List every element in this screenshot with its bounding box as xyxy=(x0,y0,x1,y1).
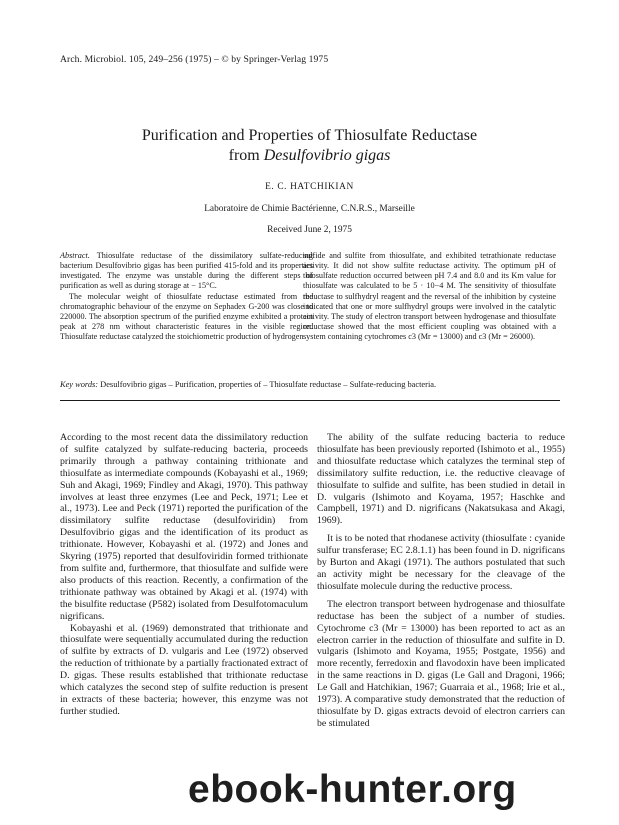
body-paragraph-4: It is to be noted that rhodanese activity (thiosulfate : cyanide sulfur transferase; EC 2.8.1.1) has been found in D. nigrificans by Burton and Akagi (1971). The authors postulated that such an activity might be necessary for the cleavage of the thiosulfate molecule during the reductive process. xyxy=(317,533,565,592)
title-prefix: from xyxy=(228,147,264,164)
section-divider xyxy=(60,400,560,401)
title-organism: Desulfovibrio gigas xyxy=(263,147,391,164)
received-date: Received June 2, 1975 xyxy=(267,225,352,235)
abstract-paragraph-3: sulfide and sulfite from thiosulfate, and exhibited tetrathionate reductase activity. It did not show sulfite reductase activity. The optimum pH of thiosulfate reduction occurred between pH 7.4 and 8.0 and its Km value for thiosulfate was calculated to be 5 · 10−4 M. The sensitivity of thiosulfate reductase to sulfhydryl reagent and the reversal of the inhibition by cysteine indicated that one or more sulfhydryl groups were involved in the catalytic activity. The study of electron transport between hydrogenase and thiosulfate reductase showed that the most efficient coupling was obtained with a system containing cytochromes c3 (Mr = 13000) and c3 (Mr = 26000). xyxy=(303,251,556,342)
body-right-column xyxy=(317,432,565,730)
author-name: E. C. HATCHIKIAN xyxy=(265,182,354,192)
journal-citation: Arch. Microbiol. 105, 249–256 (1975) – © by Springer-Verlag 1975 xyxy=(60,54,329,65)
body-paragraph-1: According to the most recent data the dissimilatory reduction of sulfite catalyzed by sulfate-reducing bacteria, proceeds primarily through a pathway containing trithionate and thiosulfate as intermediate compounds (Kobayashi et al., 1969; Suh and Akagi, 1969; Findley and Akagi, 1970). This pathway involves at least three enzymes (Lee and Peck, 1971; Lee et al., 1973). Lee and Peck (1971) reported the purification of the dissimilatory sulfite reductase (desulfoviridin) from Desulfovibrio gigas and the identification of its product as trithionate. However, Kobayashi et al. (1972) and Jones and Skyring (1975) reported that desulfoviridin formed trithionate from sulfite and, furthermore, that thiosulfate and sulfide were also products of this reaction. Recently, a confirmation of the trithionate pathway was obtained by Akagi et al. (1974) with the bisulfite reductase (P582) isolated from Desulfotomaculum nigrificans. xyxy=(60,432,308,622)
watermark: ebook-hunter.org xyxy=(188,768,517,811)
abstract-right-column xyxy=(303,251,556,342)
keywords-text: Desulfovibrio gigas – Purification, properties of – Thiosulfate reductase – Sulfate-reducing bacteria. xyxy=(98,380,437,389)
body-paragraph-5: The electron transport between hydrogenase and thiosulfate reductase has been the subject of a number of studies. Cytochrome c3 (Mr = 13000) has been reported to act as an electron carrier in the reduction of thiosulfate and sulfite in D. vulgaris (Ishimoto and Koyama, 1955; Postgate, 1956) and more recently, ferredoxin and flavodoxin have been implicated in the same reactions in D. gigas (Le Gall and Dragoni, 1966; Le Gall and Hatchikian, 1967; Guarraia et al., 1968; Irie et al., 1973). A comparative study demonstrated that the reduction of thiosulfate by D. gigas extracts devoid of electron carriers can be stimulated xyxy=(317,598,565,729)
abstract-label: Abstract. xyxy=(60,251,90,260)
keywords xyxy=(60,380,570,389)
abstract-text-1: Thiosulfate reductase of the dissimilatory sulfate-reducing bacterium Desulfovibrio gigas has been purified 415-fold and its properties investigated. The enzyme was unstable during the different steps of purification as well as during storage at − 15°C. xyxy=(60,251,313,291)
title-line-2 xyxy=(40,146,579,166)
body-paragraph-3: The ability of the sulfate reducing bacteria to reduce thiosulfate has been previously reported (Ishimoto et al., 1955) and thiosulfate reductase which catalyzes the terminal step of dissimilatory sulfite reduction, i.e. the reductive cleavage of thiosulfate to sulfide and sulfite, has been studied in detail in D. vulgaris (Ishimoto and Koyama, 1957; Haschke and Campbell, 1971) and D. nigrificans (Nakatsukasa and Akagi, 1969). xyxy=(317,432,565,527)
abstract-paragraph-1 xyxy=(60,251,313,292)
title-line-1: Purification and Properties of Thiosulfate Reductase xyxy=(141,127,478,144)
abstract-left-column xyxy=(60,251,313,342)
keywords-label: Key words: xyxy=(60,380,99,389)
body-paragraph-2: Kobayashi et al. (1969) demonstrated that trithionate and thiosulfate were sequentially accumulated during the reduction of sulfite by extracts of D. vulgaris and Lee (1972) observed the reduction of trithionate by a partially fractionated extract of D. gigas. These results established that trithionate reductase which catalyzes the second step of sulfite reduction is present in extracts of these bacteria; however, this enzyme was not further studied. xyxy=(60,622,308,717)
article-title xyxy=(40,126,579,166)
abstract-paragraph-2: The molecular weight of thiosulfate reductase estimated from the chromatographic behaviour of the enzyme on Sephadex G-200 was close to 220000. The absorption spectrum of the purified enzyme exhibited a protein peak at 278 nm without characteristic features in the visible region. Thiosulfate reductase catalyzed the stoichiometric production of hydrogen xyxy=(60,291,313,342)
author-affiliation: Laboratoire de Chimie Bactérienne, C.N.R.S., Marseille xyxy=(204,204,415,214)
body-left-column xyxy=(60,432,308,718)
